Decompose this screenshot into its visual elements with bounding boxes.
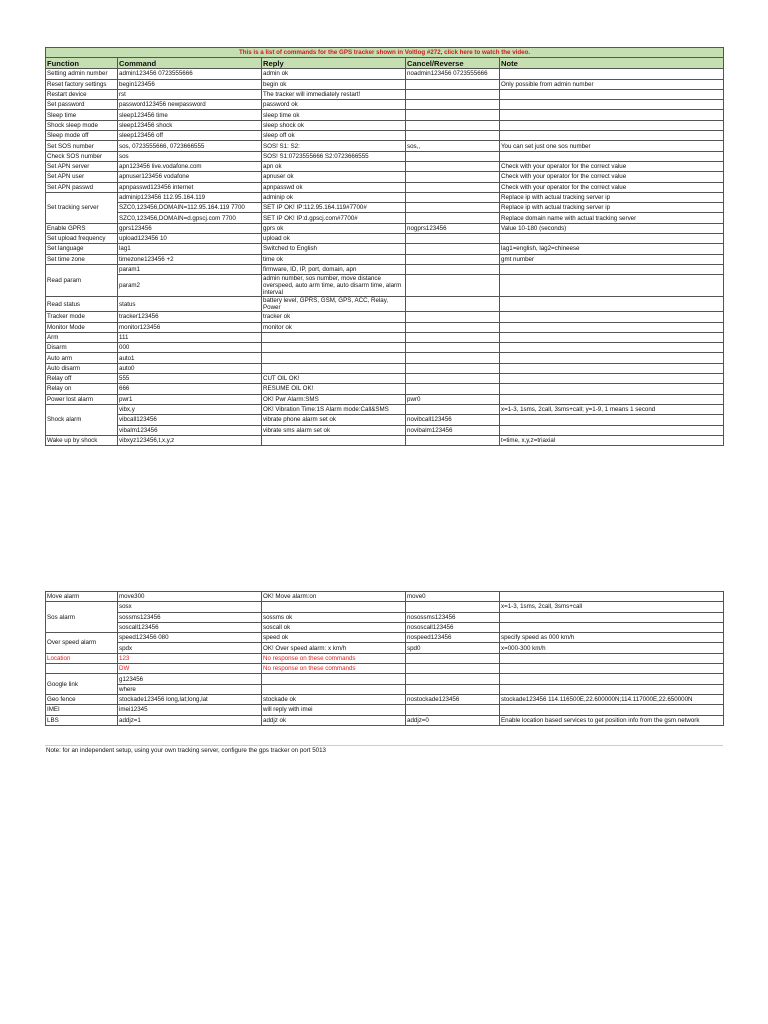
reply-cell: battery level, GPRS, GSM, GPS, ACC, Relay, Power (262, 297, 406, 312)
table-row (46, 234, 724, 244)
header-note: Note (500, 58, 724, 69)
header-command: Command (118, 58, 262, 69)
cancel-cell: nososcall123456 (406, 622, 500, 632)
note-cell: Check with your operator for the correct value (500, 182, 724, 192)
note-cell (500, 612, 724, 622)
reply-cell: SOS! S1:0723555666 S2:0723666555 (262, 151, 406, 161)
reply-cell (262, 684, 406, 694)
table-row (46, 384, 724, 394)
header-cancel: Cancel/Reverse (406, 58, 500, 69)
function-cell: Google link (46, 674, 118, 695)
table-row (46, 363, 724, 373)
header-function: Function (46, 58, 118, 69)
note-cell (500, 100, 724, 110)
reply-cell: sleep time ok (262, 110, 406, 120)
note-cell: x=000-300 km/h (500, 643, 724, 653)
table-row (46, 203, 724, 213)
cancel-cell (406, 374, 500, 384)
cancel-cell (406, 110, 500, 120)
command-cell: stockade123456 long,lat;long,lat (118, 694, 262, 704)
command-cell: imei12345 (118, 705, 262, 715)
command-cell: SZC0,123456,DOMAIN=d.gpscj.com 7700 (118, 213, 262, 223)
table-row (46, 110, 724, 120)
command-cell: password123456 newpassword (118, 100, 262, 110)
command-cell: g123456 (118, 674, 262, 684)
command-cell: spdx (118, 643, 262, 653)
table-row (46, 622, 724, 632)
table-row (46, 643, 724, 653)
function-cell: Set tracking server (46, 192, 118, 223)
cancel-cell (406, 684, 500, 694)
cancel-cell (406, 297, 500, 312)
note-cell (500, 622, 724, 632)
note-cell (500, 120, 724, 130)
table-row (46, 602, 724, 612)
cancel-cell: addjz=0 (406, 715, 500, 725)
table-row (46, 182, 724, 192)
command-cell: vibalm123456 (118, 425, 262, 435)
table-row (46, 100, 724, 110)
reply-cell: gprs ok (262, 223, 406, 233)
reply-cell: SET IP OK! IP:d.gpscj.com#7700# (262, 213, 406, 223)
cancel-cell (406, 79, 500, 89)
note-cell (500, 322, 724, 332)
cancel-cell (406, 384, 500, 394)
note-cell (500, 312, 724, 322)
note-cell: Replace ip with actual tracking server ip (500, 203, 724, 213)
function-cell: Enable GPRS (46, 223, 118, 233)
function-cell: Read status (46, 297, 118, 312)
note-cell: You can set just one sos number (500, 141, 724, 151)
command-cell: adminip123456 112.95.164.119 (118, 192, 262, 202)
note-cell (500, 343, 724, 353)
note-cell (500, 151, 724, 161)
function-cell: Relay off (46, 374, 118, 384)
function-cell: Check SOS number (46, 151, 118, 161)
table-row (46, 89, 724, 99)
note-cell (500, 394, 724, 404)
table-row (46, 394, 724, 404)
cancel-cell (406, 120, 500, 130)
cancel-cell (406, 213, 500, 223)
cancel-cell: nostockade123456 (406, 694, 500, 704)
command-cell: vibxyz123456,t,x,y,z (118, 435, 262, 445)
reply-cell: No response on these commands (262, 653, 406, 663)
function-cell: Set SOS number (46, 141, 118, 151)
cancel-cell: nosossms123456 (406, 612, 500, 622)
command-cell: tracker123456 (118, 312, 262, 322)
function-cell: Restart device (46, 89, 118, 99)
reply-cell: SET IP OK! IP:112.95.164.119#7700# (262, 203, 406, 213)
reply-cell: OK! Vibration Time:1S Alarm mode:Call&SMS (262, 404, 406, 414)
reply-cell: password ok (262, 100, 406, 110)
reply-cell: soscall ok (262, 622, 406, 632)
table-row (46, 172, 724, 182)
cancel-cell (406, 705, 500, 715)
note-cell (500, 415, 724, 425)
cancel-cell (406, 89, 500, 99)
reply-cell (262, 674, 406, 684)
table-row (46, 213, 724, 223)
cancel-cell (406, 312, 500, 322)
command-cell: sossms123456 (118, 612, 262, 622)
function-cell: Set APN user (46, 172, 118, 182)
note-cell (500, 131, 724, 141)
function-cell: Arm (46, 332, 118, 342)
video-link-banner[interactable]: This is a list of commands for the GPS tracker shown in Voltlog #272, click here to watch the video. (46, 48, 724, 58)
note-cell: t=time, x,y,z=triaxial (500, 435, 724, 445)
cancel-cell: noadmin123456 0723555666 (406, 69, 500, 79)
reply-cell: apn ok (262, 161, 406, 171)
note-cell (500, 674, 724, 684)
command-cell: begin123456 (118, 79, 262, 89)
command-cell: vibcall123456 (118, 415, 262, 425)
command-cell: 000 (118, 343, 262, 353)
table-row (46, 435, 724, 445)
reply-cell (262, 363, 406, 373)
function-cell: IMEI (46, 705, 118, 715)
command-cell: move300 (118, 592, 262, 602)
cancel-cell: move0 (406, 592, 500, 602)
cancel-cell: nogprs123456 (406, 223, 500, 233)
table-row (46, 404, 724, 414)
note-cell (500, 664, 724, 674)
reply-cell: OK! Pwr Alarm:SMS (262, 394, 406, 404)
note-cell: Check with your operator for the correct value (500, 172, 724, 182)
table-row (46, 664, 724, 674)
table-row (46, 653, 724, 663)
note-cell: stockade123456 114.116500E,22.600000N;114.117000E,22.650000N (500, 694, 724, 704)
command-cell: 111 (118, 332, 262, 342)
reply-cell: admin ok (262, 69, 406, 79)
reply-cell: firmware, ID, IP, port, domain, apn (262, 264, 406, 274)
reply-cell (262, 435, 406, 445)
reply-cell: time ok (262, 254, 406, 264)
command-cell: sleep123456 off (118, 131, 262, 141)
note-cell: lag1=english, lag2=chineese (500, 244, 724, 254)
note-cell (500, 425, 724, 435)
note-cell (500, 363, 724, 373)
function-cell: Set password (46, 100, 118, 110)
reply-cell: monitor ok (262, 322, 406, 332)
reply-cell (262, 353, 406, 363)
note-cell (500, 374, 724, 384)
reply-cell (262, 602, 406, 612)
header-row (46, 58, 724, 69)
table-row (46, 705, 724, 715)
note-cell: x=1-3, 1sms, 2call, 3sms+call; y=1-9, 1 means 1 second (500, 404, 724, 414)
reply-cell: upload ok (262, 234, 406, 244)
note-cell (500, 705, 724, 715)
reply-cell: The tracker will immediately restart! (262, 89, 406, 99)
command-cell: 555 (118, 374, 262, 384)
function-cell: Monitor Mode (46, 322, 118, 332)
note-cell: Only possible from admin number (500, 79, 724, 89)
note-cell: gmt number (500, 254, 724, 264)
note-cell: x=1-3, 1sms, 2call, 3sms+call (500, 602, 724, 612)
table-row (46, 161, 724, 171)
commands-table (45, 47, 724, 446)
table-row (46, 353, 724, 363)
note-cell (500, 353, 724, 363)
function-cell: Shock alarm (46, 404, 118, 435)
note-cell: Check with your operator for the correct value (500, 161, 724, 171)
note-cell (500, 69, 724, 79)
reply-cell: addjz ok (262, 715, 406, 725)
reply-cell: sleep off ok (262, 131, 406, 141)
note-cell: specify speed as 000 km/h (500, 633, 724, 643)
table-row (46, 715, 724, 725)
command-cell: gprs123456 (118, 223, 262, 233)
command-cell: timezone123456 +2 (118, 254, 262, 264)
command-cell: sleep123456 shock (118, 120, 262, 130)
reply-cell: CUT OIL OK! (262, 374, 406, 384)
command-cell: rst (118, 89, 262, 99)
cancel-cell (406, 435, 500, 445)
cancel-cell (406, 664, 500, 674)
cancel-cell (406, 343, 500, 353)
cancel-cell (406, 363, 500, 373)
function-cell: LBS (46, 715, 118, 725)
function-cell: Set upload frequency (46, 234, 118, 244)
table-row (46, 141, 724, 151)
cancel-cell: novibcall123456 (406, 415, 500, 425)
note-cell: Replace ip with actual tracking server ip (500, 192, 724, 202)
note-cell (500, 264, 724, 274)
note-cell (500, 89, 724, 99)
table-row (46, 223, 724, 233)
command-cell: 123 (118, 653, 262, 663)
reply-cell: admin number, sos number, move distance overspeed, auto arm time, auto disarm time, alarm interval (262, 275, 406, 297)
table-row (46, 425, 724, 435)
function-cell: Auto arm (46, 353, 118, 363)
function-cell: Sleep mode off (46, 131, 118, 141)
reply-cell (262, 332, 406, 342)
table-row (46, 415, 724, 425)
function-cell: Over speed alarm (46, 633, 118, 654)
command-cell: speed123456 080 (118, 633, 262, 643)
reply-cell (262, 343, 406, 353)
command-cell: auto0 (118, 363, 262, 373)
command-cell: addjz=1 (118, 715, 262, 725)
cancel-cell (406, 254, 500, 264)
header-reply: Reply (262, 58, 406, 69)
function-cell: Sleep time (46, 110, 118, 120)
command-cell: param2 (118, 275, 262, 297)
cancel-cell: nospeed123456 (406, 633, 500, 643)
function-cell: Location (46, 653, 118, 663)
function-cell: Set time zone (46, 254, 118, 264)
note-cell (500, 234, 724, 244)
reply-cell: Switched to English (262, 244, 406, 254)
note-cell (500, 110, 724, 120)
function-cell: Geo fence (46, 694, 118, 704)
table-row (46, 244, 724, 254)
reply-cell: sleep shock ok (262, 120, 406, 130)
command-cell: sosx (118, 602, 262, 612)
table-row (46, 612, 724, 622)
reply-cell: stockade ok (262, 694, 406, 704)
command-cell: lag1 (118, 244, 262, 254)
function-cell: Set language (46, 244, 118, 254)
cancel-cell (406, 332, 500, 342)
command-cell: vibx,y (118, 404, 262, 414)
reply-cell: vibrate phone alarm set ok (262, 415, 406, 425)
reply-cell: begin ok (262, 79, 406, 89)
cancel-cell (406, 353, 500, 363)
cancel-cell (406, 182, 500, 192)
cancel-cell (406, 674, 500, 684)
table-row (46, 120, 724, 130)
function-cell: Setting admin number (46, 69, 118, 79)
cancel-cell (406, 131, 500, 141)
function-cell: Relay on (46, 384, 118, 394)
table-row (46, 79, 724, 89)
function-cell: Move alarm (46, 592, 118, 602)
table-row (46, 322, 724, 332)
table-row (46, 264, 724, 274)
table-row (46, 151, 724, 161)
table-row (46, 694, 724, 704)
note-cell: Replace domain name with actual tracking server (500, 213, 724, 223)
table-row (46, 684, 724, 694)
table-row (46, 592, 724, 602)
command-cell: soscall123456 (118, 622, 262, 632)
reply-cell: will reply with imei (262, 705, 406, 715)
function-cell: Disarm (46, 343, 118, 353)
table-row (46, 254, 724, 264)
command-cell: pwr1 (118, 394, 262, 404)
reply-cell: apnuser ok (262, 172, 406, 182)
command-cell: admin123456 0723555666 (118, 69, 262, 79)
command-cell: auto1 (118, 353, 262, 363)
command-cell: status (118, 297, 262, 312)
function-cell: Power lost alarm (46, 394, 118, 404)
setup-note: Note: for an independent setup, using your own tracking server, configure the gps tracker on port 5013 (45, 745, 723, 755)
reply-cell: RESUME OIL OK! (262, 384, 406, 394)
note-cell: Enable location based services to get position info from the gsm network (500, 715, 724, 725)
table-row (46, 192, 724, 202)
reply-cell: SOS! S1: S2: (262, 141, 406, 151)
reply-cell: tracker ok (262, 312, 406, 322)
cancel-cell (406, 322, 500, 332)
note-cell (500, 275, 724, 297)
note-cell (500, 297, 724, 312)
note-cell: Value 10-180 (seconds) (500, 223, 724, 233)
table-row (46, 374, 724, 384)
function-cell: Sos alarm (46, 602, 118, 633)
cancel-cell (406, 192, 500, 202)
table-row (46, 69, 724, 79)
command-cell: apn123456 live.vodafone.com (118, 161, 262, 171)
cancel-cell (406, 275, 500, 297)
function-cell: Set APN passwd (46, 182, 118, 192)
reply-cell: adminip ok (262, 192, 406, 202)
command-cell: sos (118, 151, 262, 161)
table-row (46, 633, 724, 643)
table-row (46, 131, 724, 141)
table-row (46, 674, 724, 684)
command-cell: SZC0,123456,DOMAIN=112.95.164.119 7700 (118, 203, 262, 213)
command-cell: 666 (118, 384, 262, 394)
cancel-cell: sos,, (406, 141, 500, 151)
function-cell: Tracker mode (46, 312, 118, 322)
reply-cell: speed ok (262, 633, 406, 643)
function-cell (46, 664, 118, 674)
cancel-cell (406, 234, 500, 244)
note-cell (500, 332, 724, 342)
cancel-cell: novibalm123456 (406, 425, 500, 435)
note-cell (500, 592, 724, 602)
command-cell: apnuser123456 vodafone (118, 172, 262, 182)
note-cell (500, 653, 724, 663)
command-cell: monitor123456 (118, 322, 262, 332)
command-cell: apnpasswd123456 internet (118, 182, 262, 192)
command-cell: param1 (118, 264, 262, 274)
table-row (46, 275, 724, 297)
note-cell (500, 684, 724, 694)
function-cell: Read param (46, 264, 118, 296)
command-cell: DW (118, 664, 262, 674)
reply-cell: apnpasswd ok (262, 182, 406, 192)
command-cell: sos, 0723555666, 0723666555 (118, 141, 262, 151)
reply-cell: vibrate sms alarm set ok (262, 425, 406, 435)
cancel-cell (406, 653, 500, 663)
reply-cell: No response on these commands (262, 664, 406, 674)
command-cell: sleep123456 time (118, 110, 262, 120)
cancel-cell (406, 264, 500, 274)
table-row (46, 332, 724, 342)
cancel-cell (406, 602, 500, 612)
cancel-cell (406, 172, 500, 182)
function-cell: Wake up by shock (46, 435, 118, 445)
cancel-cell (406, 151, 500, 161)
note-cell (500, 384, 724, 394)
function-cell: Shock sleep mode (46, 120, 118, 130)
reply-cell: sossms ok (262, 612, 406, 622)
table-row (46, 343, 724, 353)
cancel-cell (406, 404, 500, 414)
commands-table-2 (45, 591, 724, 726)
cancel-cell (406, 203, 500, 213)
table-row (46, 312, 724, 322)
function-cell: Reset factory settings (46, 79, 118, 89)
cancel-cell (406, 244, 500, 254)
cancel-cell: spd0 (406, 643, 500, 653)
cancel-cell: pwr0 (406, 394, 500, 404)
cancel-cell (406, 100, 500, 110)
reply-cell: OK! Move alarm:on (262, 592, 406, 602)
command-cell: upload123456 10 (118, 234, 262, 244)
function-cell: Auto disarm (46, 363, 118, 373)
command-cell: where (118, 684, 262, 694)
function-cell: Set APN server (46, 161, 118, 171)
cancel-cell (406, 161, 500, 171)
table-row (46, 297, 724, 312)
reply-cell: OK! Over speed alarm: x km/h (262, 643, 406, 653)
